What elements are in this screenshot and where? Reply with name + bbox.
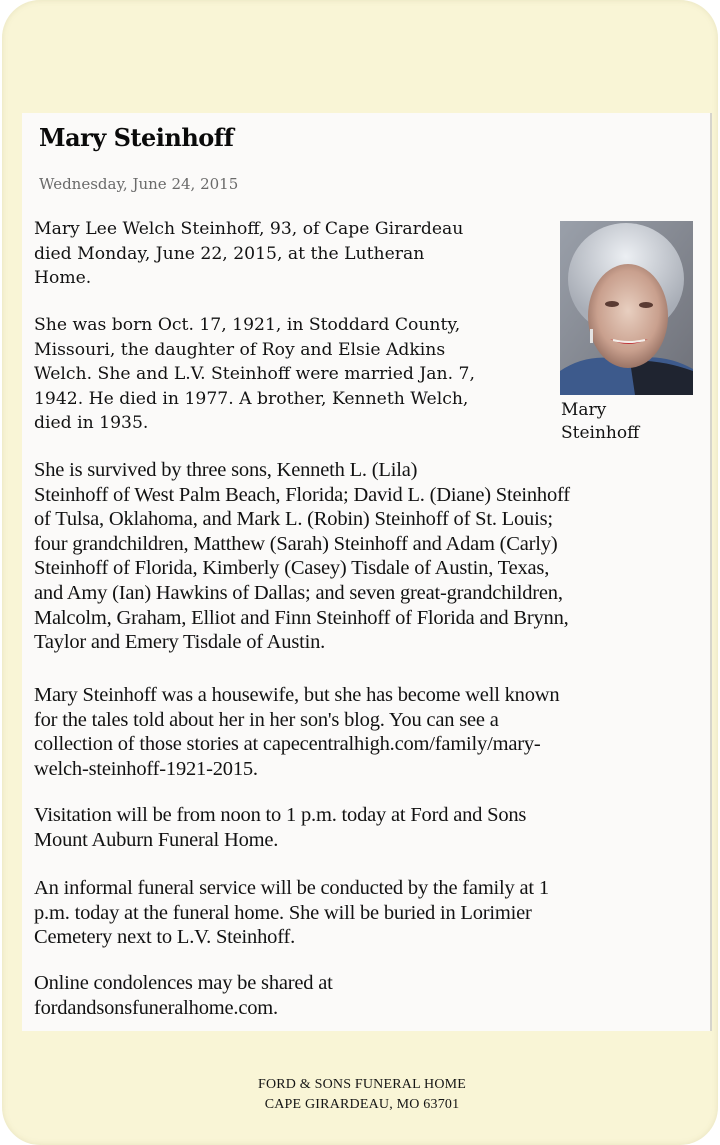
text-line: died in 1935. [34, 413, 149, 434]
text-line: Taylor and Emery Tisdale of Austin. [34, 631, 326, 654]
text-line: of Tulsa, Oklahoma, and Mark L. (Robin) Steinhoff of St. Louis; [34, 508, 553, 531]
text-line: Online condolences may be shared at [34, 972, 333, 994]
caption-line: Steinhoff [561, 423, 640, 443]
text-line: Mary Steinhoff was a housewife, but she has become well known [34, 684, 560, 706]
paragraph-death-notice [34, 217, 463, 291]
text-line: Steinhoff of West Palm Beach, Florida; David L. (Diane) Steinhoff [34, 483, 570, 506]
text-line: Mount Auburn Funeral Home. [34, 828, 279, 851]
obituary-title: Mary Steinhoff [39, 123, 234, 152]
text-line: four grandchildren, Matthew (Sarah) Steinhoff and Adam (Carly) [34, 532, 558, 555]
paragraph-biography [34, 313, 475, 436]
text-line: Welch. She and L.V. Steinhoff were married Jan. 7, [34, 364, 475, 385]
text-line: Missouri, the daughter of Roy and Elsie Adkins [34, 339, 446, 360]
paragraph-visitation [34, 803, 526, 852]
paragraph-service [34, 876, 549, 950]
text-line: Home. [34, 268, 92, 289]
text-line: Visitation will be from noon to 1 p.m. today at Ford and Sons [34, 804, 527, 826]
text-line: fordandsonsfuneralhome.com. [34, 996, 278, 1019]
text-line: welch-steinhoff-1921-2015. [34, 757, 258, 780]
text-line: Cemetery next to L.V. Steinhoff. [34, 926, 296, 949]
caption-line: Mary [561, 400, 607, 420]
text-line: and Amy (Ian) Hawkins of Dallas; and seven great-grandchildren, [34, 581, 563, 604]
text-line: p.m. today at the funeral home. She will be buried in Lorimier [34, 901, 532, 924]
text-line: collection of those stories at capecentralhigh.com/family/mary- [34, 733, 541, 756]
publication-date: Wednesday, June 24, 2015 [39, 175, 239, 193]
text-line: She was born Oct. 17, 1921, in Stoddard County, [34, 315, 461, 335]
text-line: 1942. He died in 1977. A brother, Kenneth Welch, [34, 388, 469, 409]
portrait-photo [560, 221, 693, 395]
funeral-home-footer [2, 1075, 720, 1115]
photo-caption [561, 399, 681, 445]
paragraph-survivors [34, 458, 570, 655]
memorial-card [2, 0, 718, 1145]
funeral-home-name: FORD & SONS FUNERAL HOME [257, 1077, 467, 1092]
text-line: died Monday, June 22, 2015, at the Lutheran [34, 243, 425, 264]
text-line: Steinhoff of Florida, Kimberly (Casey) Tisdale of Austin, Texas, [34, 557, 550, 580]
paragraph-blog [34, 683, 559, 781]
text-line: An informal funeral service will be conducted by the family at 1 [34, 877, 549, 899]
obituary-content [34, 113, 700, 1031]
text-line: Malcolm, Graham, Elliot and Finn Steinhoff of Florida and Brynn, [34, 606, 569, 629]
funeral-home-address: CAPE GIRARDEAU, MO 63701 [264, 1097, 460, 1112]
paragraph-condolences [34, 971, 333, 1020]
text-line: She is survived by three sons, Kenneth L. (Lila) [34, 459, 418, 481]
text-line: Mary Lee Welch Steinhoff, 93, of Cape Girardeau [34, 219, 464, 239]
obituary-panel [22, 113, 712, 1031]
text-line: for the tales told about her in her son's blog. You can see a [34, 708, 499, 731]
portrait-image [560, 221, 693, 395]
